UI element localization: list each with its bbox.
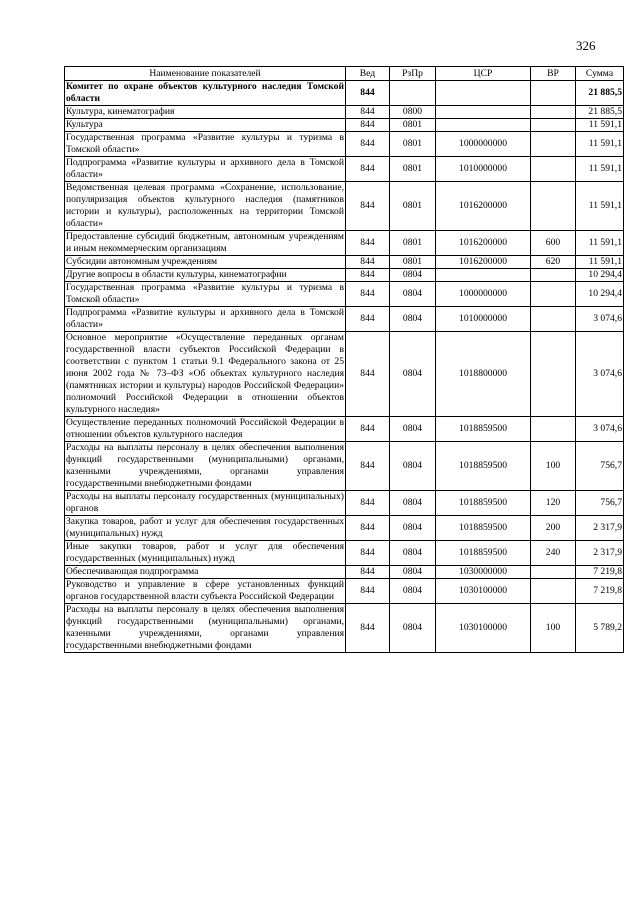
row-rzpr: 0804 xyxy=(390,579,436,604)
row-vr xyxy=(531,566,576,579)
row-sum: 11 591,1 xyxy=(576,132,624,157)
row-csr: 1030000000 xyxy=(436,566,531,579)
table-row xyxy=(65,332,624,417)
row-csr: 1030100000 xyxy=(436,604,531,653)
row-name: Расходы на выплаты персоналу государственных (муниципальных) органов xyxy=(66,491,344,514)
row-vr xyxy=(531,417,576,442)
row-vr xyxy=(531,157,576,182)
row-vr xyxy=(531,307,576,332)
row-name: Культура xyxy=(65,119,346,132)
table-row xyxy=(65,491,624,516)
table-row xyxy=(65,81,624,106)
budget-table xyxy=(64,66,624,653)
table-row xyxy=(65,541,624,566)
row-ved: 844 xyxy=(346,566,390,579)
row-ved: 844 xyxy=(346,541,390,566)
table-row xyxy=(65,579,624,604)
row-csr: 1018859500 xyxy=(436,442,531,491)
row-sum: 11 591,1 xyxy=(576,119,624,132)
row-csr: 1016200000 xyxy=(436,256,531,269)
row-csr: 1018859500 xyxy=(436,417,531,442)
row-sum: 3 074,6 xyxy=(576,417,624,442)
header-rzpr: РзПр xyxy=(390,67,436,81)
row-sum: 7 219,8 xyxy=(576,566,624,579)
table-row xyxy=(65,182,624,231)
row-csr: 1018859500 xyxy=(436,516,531,541)
row-vr xyxy=(531,579,576,604)
row-ved: 844 xyxy=(346,106,390,119)
table-row xyxy=(65,604,624,653)
row-rzpr: 0804 xyxy=(390,604,436,653)
row-name: Обеспечивающая подпрограмма xyxy=(65,566,346,579)
row-name: Комитет по охране объектов культурного наследия Томской области xyxy=(66,81,344,104)
row-vr: 120 xyxy=(531,491,576,516)
row-sum: 7 219,8 xyxy=(576,579,624,604)
row-ved: 844 xyxy=(346,157,390,182)
table-row xyxy=(65,282,624,307)
row-vr xyxy=(531,282,576,307)
row-ved: 844 xyxy=(346,81,390,106)
row-name: Другие вопросы в области культуры, кинематографии xyxy=(65,269,346,282)
row-name: Расходы на выплаты персоналу в целях обеспечения выполнения функций государственными (муниципальными) органами, казенными учреждениями, органами управления государственными внебюджетными фондами xyxy=(66,442,344,489)
row-ved: 844 xyxy=(346,604,390,653)
row-ved: 844 xyxy=(346,579,390,604)
table-row xyxy=(65,157,624,182)
row-rzpr: 0804 xyxy=(390,282,436,307)
row-ved: 844 xyxy=(346,269,390,282)
row-ved: 844 xyxy=(346,332,390,417)
row-rzpr: 0804 xyxy=(390,491,436,516)
row-csr: 1000000000 xyxy=(436,132,531,157)
row-rzpr: 0804 xyxy=(390,307,436,332)
row-ved: 844 xyxy=(346,256,390,269)
row-csr: 1030100000 xyxy=(436,579,531,604)
row-sum: 756,7 xyxy=(576,491,624,516)
row-csr xyxy=(436,81,531,106)
table-row xyxy=(65,516,624,541)
row-rzpr: 0804 xyxy=(390,516,436,541)
row-name: Ведомственная целевая программа «Сохранение, использование, популяризация объектов культурного наследия (памятников истории и культуры), расположенных на территории Томской области» xyxy=(66,182,344,229)
row-csr xyxy=(436,119,531,132)
row-csr: 1010000000 xyxy=(436,157,531,182)
row-rzpr: 0800 xyxy=(390,106,436,119)
row-rzpr: 0801 xyxy=(390,119,436,132)
row-name: Предоставление субсидий бюджетным, автономным учреждениям и иным некоммерческим организациям xyxy=(66,231,344,254)
header-sum: Сумма xyxy=(576,67,624,81)
row-sum: 756,7 xyxy=(576,442,624,491)
row-name: Закупка товаров, работ и услуг для обеспечения государственных (муниципальных) нужд xyxy=(66,516,344,539)
row-name: Руководство и управление в сфере установленных функций органов государственной власти субъекта Российской Федерации xyxy=(66,579,344,602)
row-vr xyxy=(531,182,576,231)
row-rzpr: 0804 xyxy=(390,442,436,491)
row-ved: 844 xyxy=(346,516,390,541)
row-csr: 1018800000 xyxy=(436,332,531,417)
row-sum: 2 317,9 xyxy=(576,516,624,541)
header-csr: ЦСР xyxy=(436,67,531,81)
row-ved: 844 xyxy=(346,442,390,491)
row-rzpr: 0801 xyxy=(390,182,436,231)
row-sum: 3 074,6 xyxy=(576,307,624,332)
row-ved: 844 xyxy=(346,231,390,256)
row-vr: 240 xyxy=(531,541,576,566)
table-row xyxy=(65,132,624,157)
row-name: Субсидии автономным учреждениям xyxy=(65,256,346,269)
header-vr: ВР xyxy=(531,67,576,81)
table-row xyxy=(65,231,624,256)
row-vr xyxy=(531,132,576,157)
row-vr xyxy=(531,332,576,417)
header-name: Наименование показателей xyxy=(65,67,346,81)
row-sum: 11 591,1 xyxy=(576,157,624,182)
row-sum: 11 591,1 xyxy=(576,256,624,269)
row-rzpr: 0801 xyxy=(390,157,436,182)
table-row xyxy=(65,269,624,282)
row-csr xyxy=(436,106,531,119)
table-row xyxy=(65,566,624,579)
row-name: Культура, кинематография xyxy=(65,106,346,119)
row-name: Подпрограмма «Развитие культуры и архивного дела в Томской области» xyxy=(66,157,344,180)
row-name: Государственная программа «Развитие культуры и туризма в Томской области» xyxy=(66,282,344,305)
row-sum: 10 294,4 xyxy=(576,269,624,282)
row-sum: 5 789,2 xyxy=(576,604,624,653)
row-ved: 844 xyxy=(346,307,390,332)
row-rzpr: 0801 xyxy=(390,231,436,256)
row-sum: 10 294,4 xyxy=(576,282,624,307)
row-vr: 100 xyxy=(531,604,576,653)
row-vr xyxy=(531,81,576,106)
row-csr: 1000000000 xyxy=(436,282,531,307)
row-csr: 1018859500 xyxy=(436,541,531,566)
row-sum: 3 074,6 xyxy=(576,332,624,417)
row-ved: 844 xyxy=(346,491,390,516)
row-vr xyxy=(531,106,576,119)
row-name: Государственная программа «Развитие культуры и туризма в Томской области» xyxy=(66,132,344,155)
row-vr: 200 xyxy=(531,516,576,541)
row-name: Основное мероприятие «Осуществление переданных органам государственной власти субъектов Российской Федерации в соответствии с пунктом 1 статьи 9.1 Федерального закона от 25 июня 2002 года № 73–ФЗ «Об объектах культурного наследия (памятниках истории и культуры) народов Российской Федерации» полномочий Российской Федерации в отношении объектов культурного наследия» xyxy=(66,332,344,415)
row-rzpr: 0801 xyxy=(390,132,436,157)
row-rzpr: 0804 xyxy=(390,417,436,442)
row-rzpr xyxy=(390,81,436,106)
row-rzpr: 0804 xyxy=(390,269,436,282)
row-rzpr: 0804 xyxy=(390,566,436,579)
header-ved: Вед xyxy=(346,67,390,81)
table-row xyxy=(65,442,624,491)
table-row xyxy=(65,256,624,269)
row-vr: 620 xyxy=(531,256,576,269)
row-name: Осуществление переданных полномочий Российской Федерации в отношении объектов культурного наследия xyxy=(66,417,344,440)
row-name: Расходы на выплаты персоналу в целях обеспечения выполнения функций государственными (муниципальными) органами, казенными учреждениями, органами управления государственными внебюджетными фондами xyxy=(66,604,344,651)
row-vr: 100 xyxy=(531,442,576,491)
table-row xyxy=(65,119,624,132)
row-vr: 600 xyxy=(531,231,576,256)
row-vr xyxy=(531,269,576,282)
row-csr xyxy=(436,269,531,282)
row-name: Иные закупки товаров, работ и услуг для обеспечения государственных (муниципальных) нужд xyxy=(66,541,344,564)
row-ved: 844 xyxy=(346,282,390,307)
row-csr: 1018859500 xyxy=(436,491,531,516)
row-ved: 844 xyxy=(346,182,390,231)
row-sum: 21 885,5 xyxy=(576,106,624,119)
row-csr: 1016200000 xyxy=(436,231,531,256)
row-csr: 1016200000 xyxy=(436,182,531,231)
row-name: Подпрограмма «Развитие культуры и архивного дела в Томской области» xyxy=(66,307,344,330)
table-row xyxy=(65,307,624,332)
row-sum: 11 591,1 xyxy=(576,231,624,256)
row-ved: 844 xyxy=(346,119,390,132)
table-header-row xyxy=(65,67,624,81)
row-rzpr: 0804 xyxy=(390,332,436,417)
row-vr xyxy=(531,119,576,132)
row-csr: 1010000000 xyxy=(436,307,531,332)
row-sum: 2 317,9 xyxy=(576,541,624,566)
row-ved: 844 xyxy=(346,132,390,157)
row-rzpr: 0804 xyxy=(390,541,436,566)
page-number: 326 xyxy=(576,38,596,53)
table-row xyxy=(65,106,624,119)
row-ved: 844 xyxy=(346,417,390,442)
row-sum: 21 885,5 xyxy=(576,81,624,106)
row-rzpr: 0801 xyxy=(390,256,436,269)
table-row xyxy=(65,417,624,442)
row-sum: 11 591,1 xyxy=(576,182,624,231)
